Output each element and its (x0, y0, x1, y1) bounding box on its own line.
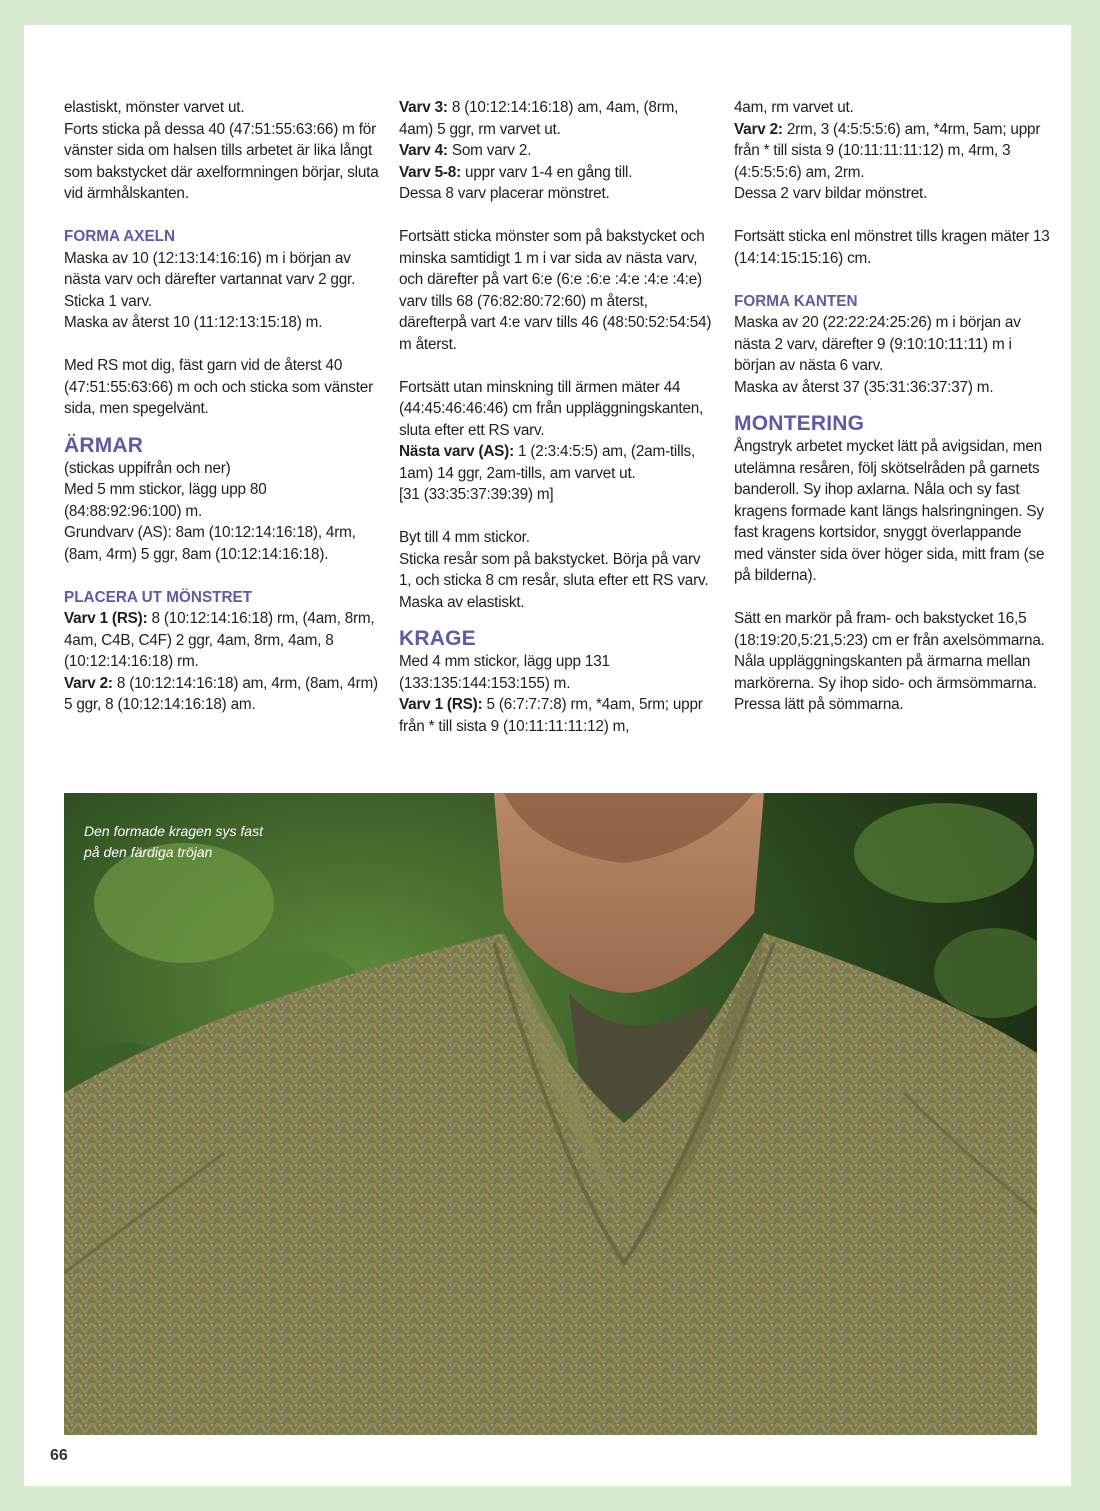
row-label: Varv 2: (734, 120, 783, 138)
row-label: Varv 1 (RS): (64, 610, 148, 627)
paragraph (399, 140, 715, 162)
column-left (64, 97, 380, 716)
page-number: 66 (50, 1447, 68, 1464)
sweater-photo (64, 793, 1037, 1435)
paragraph: Med RS mot dig, fäst garn vid de återst 40 (47:51:55:63:66) m och och sticka som vänster sida, men spegelvänt. (64, 357, 373, 417)
paragraph (64, 608, 380, 673)
caption-line: på den färdiga tröjan (84, 844, 213, 860)
paragraph: Sätt en markör på fram- och bakstycket 16,5 (18:19:20,5:21,5:23) cm er från axelsömmarna. Nåla uppläggningskanten på ärmarna mellan markörerna. Sy ihop sido- och ärmsömmarna. Pressa lätt på sömmarna. (734, 610, 1045, 713)
row-text: 5 (6:7:7:7:8) rm, *4am, 5rm; uppr från * till sista 9 (10:11:11:11:12) m, (399, 696, 703, 735)
paragraph: elastiskt, mönster varvet ut. (64, 99, 245, 116)
paragraph: Dessa 8 varv placerar mönstret. (399, 185, 610, 202)
magazine-page (24, 25, 1071, 1486)
paragraph: Fortsätt sticka mönster som på bakstycket och minska samtidigt 1 m i var sida av nästa varv, och därefter på vart 6:e (6:e :6:e :4:e :4:e :4:e) varv tills 68 (76:82:80:72:60) m återst, därefterpå vart 4:e varv tills 46 (48:50:52:54:54) m återst. (399, 228, 712, 353)
row-text: uppr varv 1-4 en gång till. (465, 163, 633, 181)
row-label: Varv 3: (399, 99, 448, 116)
row-text: 1 (2:3:4:5:5) am, (2am-tills, 1am) 14 ggr, 2am-tills, am varvet ut. (399, 443, 696, 482)
paragraph: Byt till 4 mm stickor. (399, 529, 530, 546)
row-label: Varv 1 (RS): (399, 696, 483, 713)
paragraph: Maska av återst 10 (11:12:13:15:18) m. (64, 314, 323, 331)
paragraph: Dessa 2 varv bildar mönstret. (734, 185, 928, 202)
paragraph (399, 694, 715, 737)
photo-caption (84, 821, 263, 863)
heading-placera: PLACERA UT MÖNSTRET (64, 588, 253, 606)
row-text: 8 (10:12:14:16:18) am, 4am, (8rm, 4am) 5 ggr, rm varvet ut. (399, 99, 679, 138)
paragraph: Sticka 1 varv. (64, 292, 152, 310)
paragraph (399, 162, 715, 184)
row-text: 8 (10:12:14:16:18) rm, (4am, 8rm, 4am, C4B, C4F) 2 ggr, 4am, 8rm, 4am, 8 (10:12:14:16:18) rm. (64, 610, 375, 670)
column-right (734, 97, 1050, 716)
paragraph (734, 119, 1050, 184)
paragraph: Fortsätt sticka enl mönstret tills kragen mäter 13 (14:14:15:15:16) cm. (734, 228, 1050, 267)
paragraph (399, 97, 715, 140)
heading-forma-axeln: FORMA AXELN (64, 228, 176, 245)
paragraph: Sticka resår som på bakstycket. Börja på varv 1, och sticka 8 cm resår, sluta efter ett RS varv. (399, 550, 709, 589)
paragraph: Med 5 mm stickor, lägg upp 80 (84:88:92:96:100) m. (64, 481, 267, 520)
paragraph: Forts sticka på dessa 40 (47:51:55:63:66) m för vänster sida om halsen tills arbetet är lika långt som bakstycket där axelformningen börjar, sluta vid ärmhålskanten. (64, 120, 379, 202)
paragraph: Ångstryk arbetet mycket lätt på avigsidan, men utelämna resåren, följ skötselråden på garnets banderoll. Sy ihop axlarna. Nåla och sy fast kragens formade kant längs halsringningen. Sy fast kragens kortsidor, snyggt överlappande med vänster sida över höger sida, mitt fram (se på bilderna). (734, 438, 1045, 584)
heading-forma-kanten: FORMA KANTEN (734, 292, 858, 310)
heading-armar: ÄRMAR (64, 433, 144, 457)
row-text: Som varv 2. (451, 142, 532, 159)
row-label: Varv 5-8: (399, 163, 461, 181)
paragraph (399, 441, 715, 484)
paragraph: Med 4 mm stickor, lägg upp 131 (133:135:144:153:155) m. (399, 653, 610, 692)
paragraph: [31 (33:35:37:39:39) m] (399, 486, 554, 503)
paragraph: Maska av återst 37 (35:31:36:37:37) m. (734, 378, 994, 396)
column-middle (399, 97, 715, 737)
row-text: 2rm, 3 (4:5:5:5:6) am, *4rm, 5am; uppr från * till sista 9 (10:11:11:11:12) m, 4rm, 3 (4:5:5:5:6) am, 2rm. (734, 120, 1041, 181)
row-text: 8 (10:12:14:16:18) am, 4rm, (8am, 4rm) 5 ggr, 8 (10:12:14:16:18) am. (64, 674, 378, 713)
row-label: Varv 4: (399, 142, 448, 159)
paragraph: 4am, rm varvet ut. (734, 99, 854, 116)
paragraph: Maska av 20 (22:22:24:25:26) m i början av nästa 2 varv, därefter 9 (9:10:10:11:11) m i början av nästa 6 varv. (734, 314, 1021, 374)
heading-krage: KRAGE (399, 627, 476, 650)
paragraph: Grundvarv (AS): 8am (10:12:14:16:18), 4rm, (8am, 4rm) 5 ggr, 8am (10:12:14:16:18). (64, 524, 356, 563)
paragraph: Fortsätt utan minskning till ärmen mäter 44 (44:45:46:46:46) cm från uppläggningskanten, sluta efter ett RS varv. (399, 378, 704, 439)
paragraph: Maska av elastiskt. (399, 593, 525, 611)
heading-montering: MONTERING (734, 412, 865, 435)
paragraph: Maska av 10 (12:13:14:16:16) m i början av nästa varv och därefter vartannat varv 2 ggr. (64, 249, 356, 288)
row-label: Nästa varv (AS): (399, 443, 514, 460)
caption-line: Den formade kragen sys fast (84, 823, 263, 839)
row-label: Varv 2: (64, 674, 113, 692)
paragraph: (stickas uppifrån och ner) (64, 459, 231, 477)
sweater-illustration (64, 793, 1037, 1435)
paragraph (64, 673, 380, 716)
